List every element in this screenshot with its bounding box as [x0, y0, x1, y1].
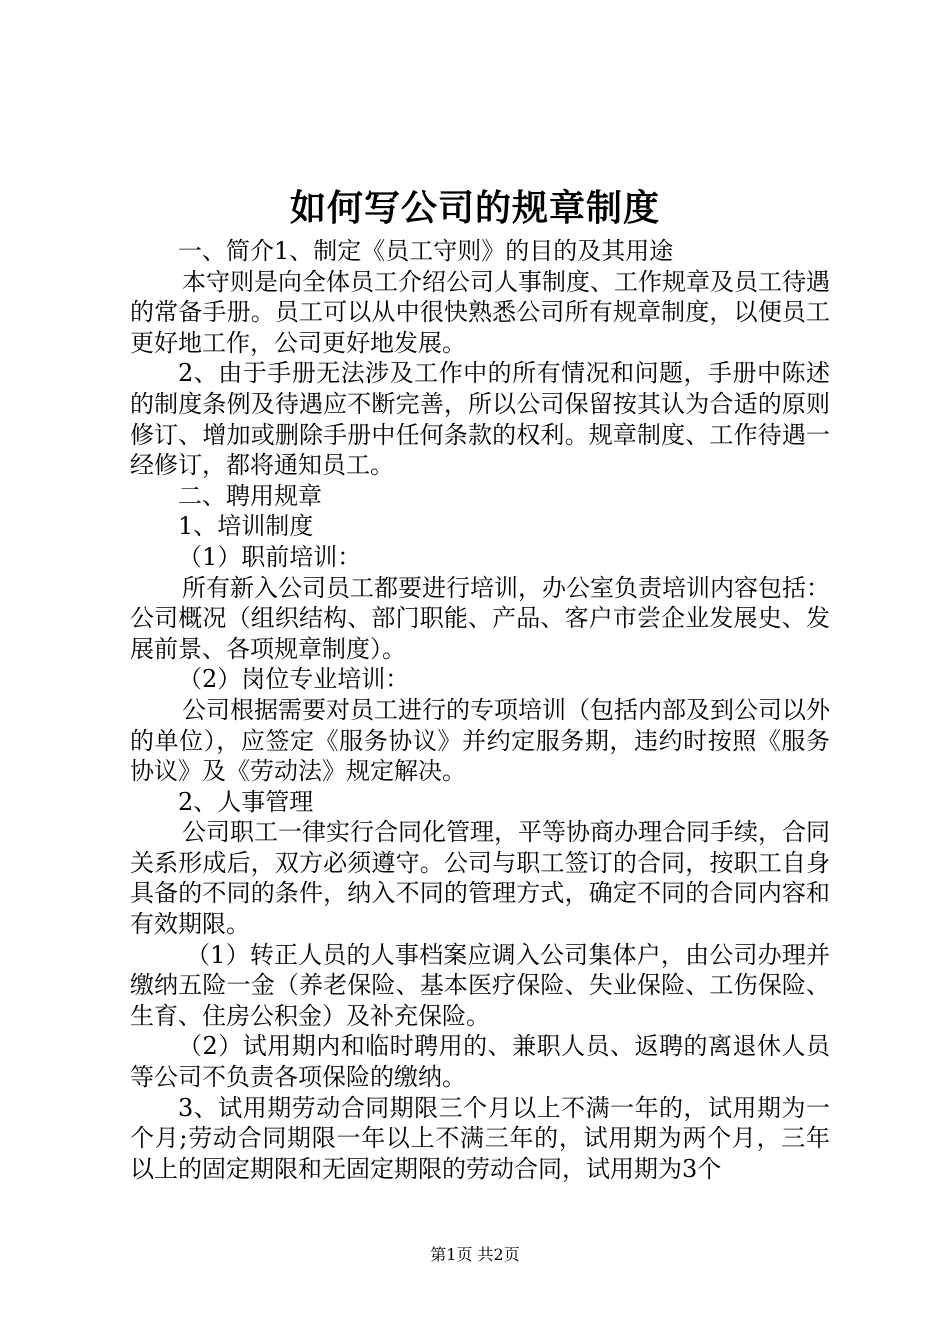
body-paragraph: 2、由于手册无法涉及工作中的所有情况和问题，手册中陈述的制度条例及待遇应不断完善，所以公司保留按其认为合适的原则修订、增加或删除手册中任何条款的权利。规章制度、工作待遇一经修订，都将通知员工。: [130, 359, 830, 480]
subsection-heading: 1、培训制度: [178, 512, 314, 541]
body-paragraph: 本守则是向全体员工介绍公司人事制度、工作规章及员工待遇的常备手册。员工可以从中很快熟悉公司所有规章制度，以便员工更好地工作，公司更好地发展。: [130, 267, 830, 357]
body-paragraph: 3、试用期劳动合同期限三个月以上不满一年的，试用期为一个月;劳动合同期限一年以上不满三年的，试用期为两个月，三年以上的固定期限和无固定期限的劳动合同，试用期为3个: [130, 1093, 830, 1183]
section-heading: 一、简介1、制定《员工守则》的目的及其用途: [178, 237, 674, 265]
section-heading: 二、聘用规章: [178, 481, 322, 510]
document-body: [130, 236, 830, 1184]
subsection-heading: （2）岗位专业培训：: [178, 665, 410, 694]
body-paragraph: （1）转正人员的人事档案应调入公司集体户，由公司办理并缴纳五险一金（养老保险、基本医疗保险、失业保险、工伤保险、生育、住房公积金）及补充保险。: [130, 940, 830, 1030]
body-paragraph: 公司根据需要对员工进行的专项培训（包括内部及到公司以外的单位），应签定《服务协议》并约定服务期，违约时按照《服务协议》及《劳动法》规定解决。: [130, 695, 830, 786]
body-paragraph: 所有新入公司员工都要进行培训，办公室负责培训内容包括：公司概况（组织结构、部门职能、产品、客户市尝企业发展史、发展前景、各项规章制度）。: [130, 573, 830, 663]
body-paragraph: 公司职工一律实行合同化管理，平等协商办理合同手续，合同关系形成后，双方必须遵守。公司与职工签订的合同，按职工自身具备的不同的条件，纳入不同的管理方式，确定不同的合同内容和有效期限。: [130, 818, 830, 939]
subsection-heading: （1）职前培训：: [178, 542, 362, 571]
subsection-heading: 2、人事管理: [178, 787, 314, 816]
page-footer: 第1页 共2页: [430, 1245, 520, 1264]
document-title: 如何写公司的规章制度: [289, 187, 660, 229]
body-paragraph: （2）试用期内和临时聘用的、兼职人员、返聘的离退休人员等公司不负责各项保险的缴纳。: [130, 1032, 830, 1092]
